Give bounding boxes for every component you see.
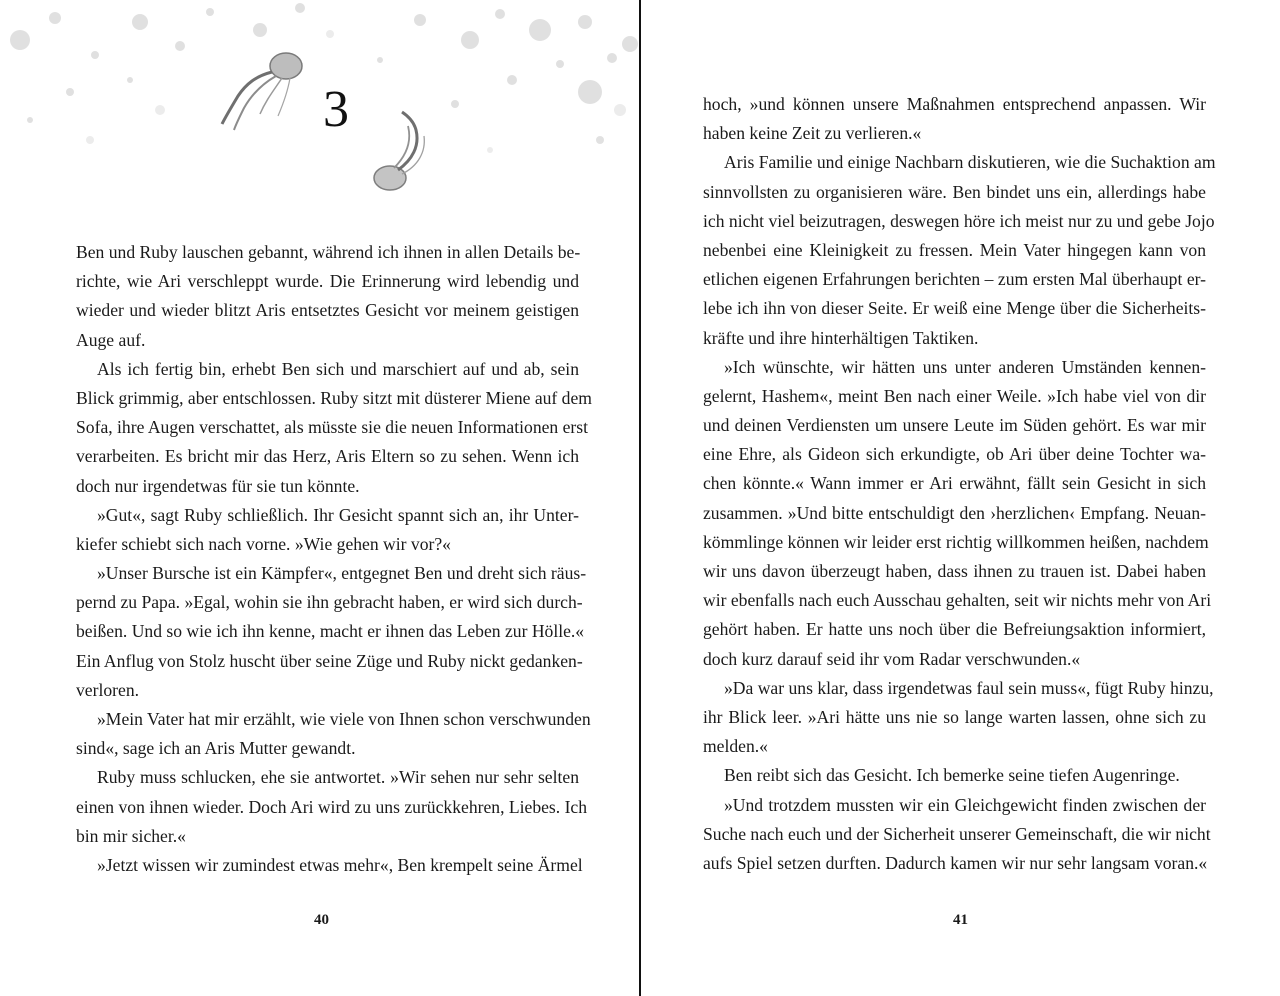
text-line: lebe ich ihn von dieser Seite. Er weiß eine Menge über die Sicherheits- [703,298,1206,319]
text-line: doch kurz darauf seid ihr vom Radar verschwunden.« [703,648,1081,669]
text-line: nebenbei eine Kleinigkeit zu fressen. Mein Vater hingegen kann von [703,239,1206,260]
text-line: eine Ehre, als Gideon sich erkundigte, ob Ari über deine Tochter wa- [703,444,1206,465]
text-line: aufs Spiel setzen durften. Dadurch kamen wir nur sehr langsam voran.« [703,852,1208,873]
text-line: Ruby muss schlucken, ehe sie antwortet. »Wir sehen nur sehr selten [97,767,579,788]
text-line: Suche nach euch und der Sicherheit unserer Gemeinschaft, die wir nicht [703,823,1211,844]
text-line: wieder und wieder blitzt Aris entsetztes Gesicht vor meinem geistigen [76,300,579,321]
body-text [76,238,592,880]
text-line: haben keine Zeit zu verlieren.« [703,123,922,144]
text-line: Auge auf. [76,329,146,350]
text-line: pernd zu Papa. »Egal, wohin sie ihn gebracht haben, er wird sich durch- [76,592,583,613]
text-line: melden.« [703,736,768,757]
text-line: »Und trotzdem mussten wir ein Gleichgewicht finden zwischen der [724,794,1206,815]
text-line: »Da war uns klar, dass irgendetwas faul sein muss«, fügt Ruby hinzu, [724,677,1214,698]
text-line: verloren. [76,679,140,700]
text-line: ihr Blick leer. »Ari hätte uns nie so lange warten lassen, ohne sich zu [703,706,1206,727]
page-number: 41 [953,912,968,928]
text-line: hoch, »und können unsere Maßnahmen entsprechend anpassen. Wir [703,94,1206,114]
text-line: kräfte und ihre hinterhältigen Taktiken. [703,327,979,348]
text-line: »Jetzt wissen wir zumindest etwas mehr«, Ben krempelt seine Ärmel [97,854,583,875]
text-line: kömmlinge können wir leider erst richtig willkommen heißen, nachdem [703,531,1209,552]
text-line: »Mein Vater hat mir erzählt, wie viele von Ihnen schon verschwunden [97,709,591,729]
text-line: »Unser Bursche ist ein Kämpfer«, entgegnet Ben und dreht sich räus- [97,563,587,584]
text-line: Aris Familie und einige Nachbarn diskutieren, wie die Suchaktion am [724,152,1216,173]
text-line: und deinen Verdiensten um unsere Leute im Süden gehört. Es war mir [703,415,1206,436]
text-line: sinnvollsten zu organisieren wäre. Ben bindet uns ein, allerdings habe [703,181,1206,202]
text-line: einen von ihnen wieder. Doch Ari wird zu uns zurückkehren, Liebes. Ich [76,796,588,817]
text-line: gelernt, Hashem«, meint Ben nach einer Weile. »Ich habe viel von dir [703,385,1206,406]
text-line: gehört haben. Er hatte uns noch über die Befreiungsaktion informiert, [703,619,1206,640]
text-line: Als ich fertig bin, erhebt Ben sich und marschiert auf und ab, sein [97,358,579,379]
text-line: wir ebenfalls nach euch Ausschau gehalten, seit wir nichts mehr von Ari [703,590,1212,611]
text-line: sind«, sage ich an Aris Mutter gewandt. [76,738,356,759]
right-page [641,0,1280,996]
text-line: Ben reibt sich das Gesicht. Ich bemerke seine tiefen Augenringe. [724,765,1180,786]
text-line: beißen. Und so wie ich ihn kenne, macht er ihnen das Leben zur Hölle.« [76,621,585,642]
text-line: kiefer schiebt sich nach vorne. »Wie gehen wir vor?« [76,533,451,554]
text-line: Ein Anflug von Stolz huscht über seine Züge und Ruby nickt gedanken- [76,650,583,671]
left-page [0,0,639,996]
page-number: 40 [314,912,329,928]
text-line: ich nicht viel beizutragen, deswegen höre ich meist nur zu und gebe Jojo [703,210,1215,231]
text-line: chen könnte.« Wann immer er Ari erwähnt, fällt sein Gesicht in sich [703,473,1206,494]
body-text [703,90,1216,878]
text-line: Ben und Ruby lauschen gebannt, während ich ihnen in allen Details be- [76,242,581,262]
text-line: zusammen. »Und bitte entschuldigt den ›herzlichen‹ Empfang. Neuan- [703,502,1206,523]
text-line: »Gut«, sagt Ruby schließlich. Ihr Gesicht spannt sich an, ihr Unter- [97,504,579,525]
text-line: Blick grimmig, aber entschlossen. Ruby sitzt mit düsterer Miene auf dem [76,387,592,408]
text-line: Sofa, ihre Augen verschattet, als müsste sie die neuen Informationen erst [76,417,589,438]
text-line: verarbeiten. Es bricht mir das Herz, Aris Eltern so zu sehen. Wenn ich [76,446,579,467]
text-line: doch nur irgendetwas für sie tun könnte. [76,475,360,496]
text-line: richte, wie Ari verschleppt wurde. Die Erinnerung wird lebendig und [76,271,579,292]
text-line: etlichen eigenen Erfahrungen berichten – zum ersten Mal überhaupt er- [703,269,1206,290]
text-line: bin mir sicher.« [76,825,186,846]
chapter-number: 3 [323,81,349,138]
text-line: »Ich wünschte, wir hätten uns unter anderen Umständen kennen- [724,356,1206,377]
text-line: wir uns davon überzeugt haben, dass ihnen zu trauen ist. Dabei haben [703,561,1206,581]
